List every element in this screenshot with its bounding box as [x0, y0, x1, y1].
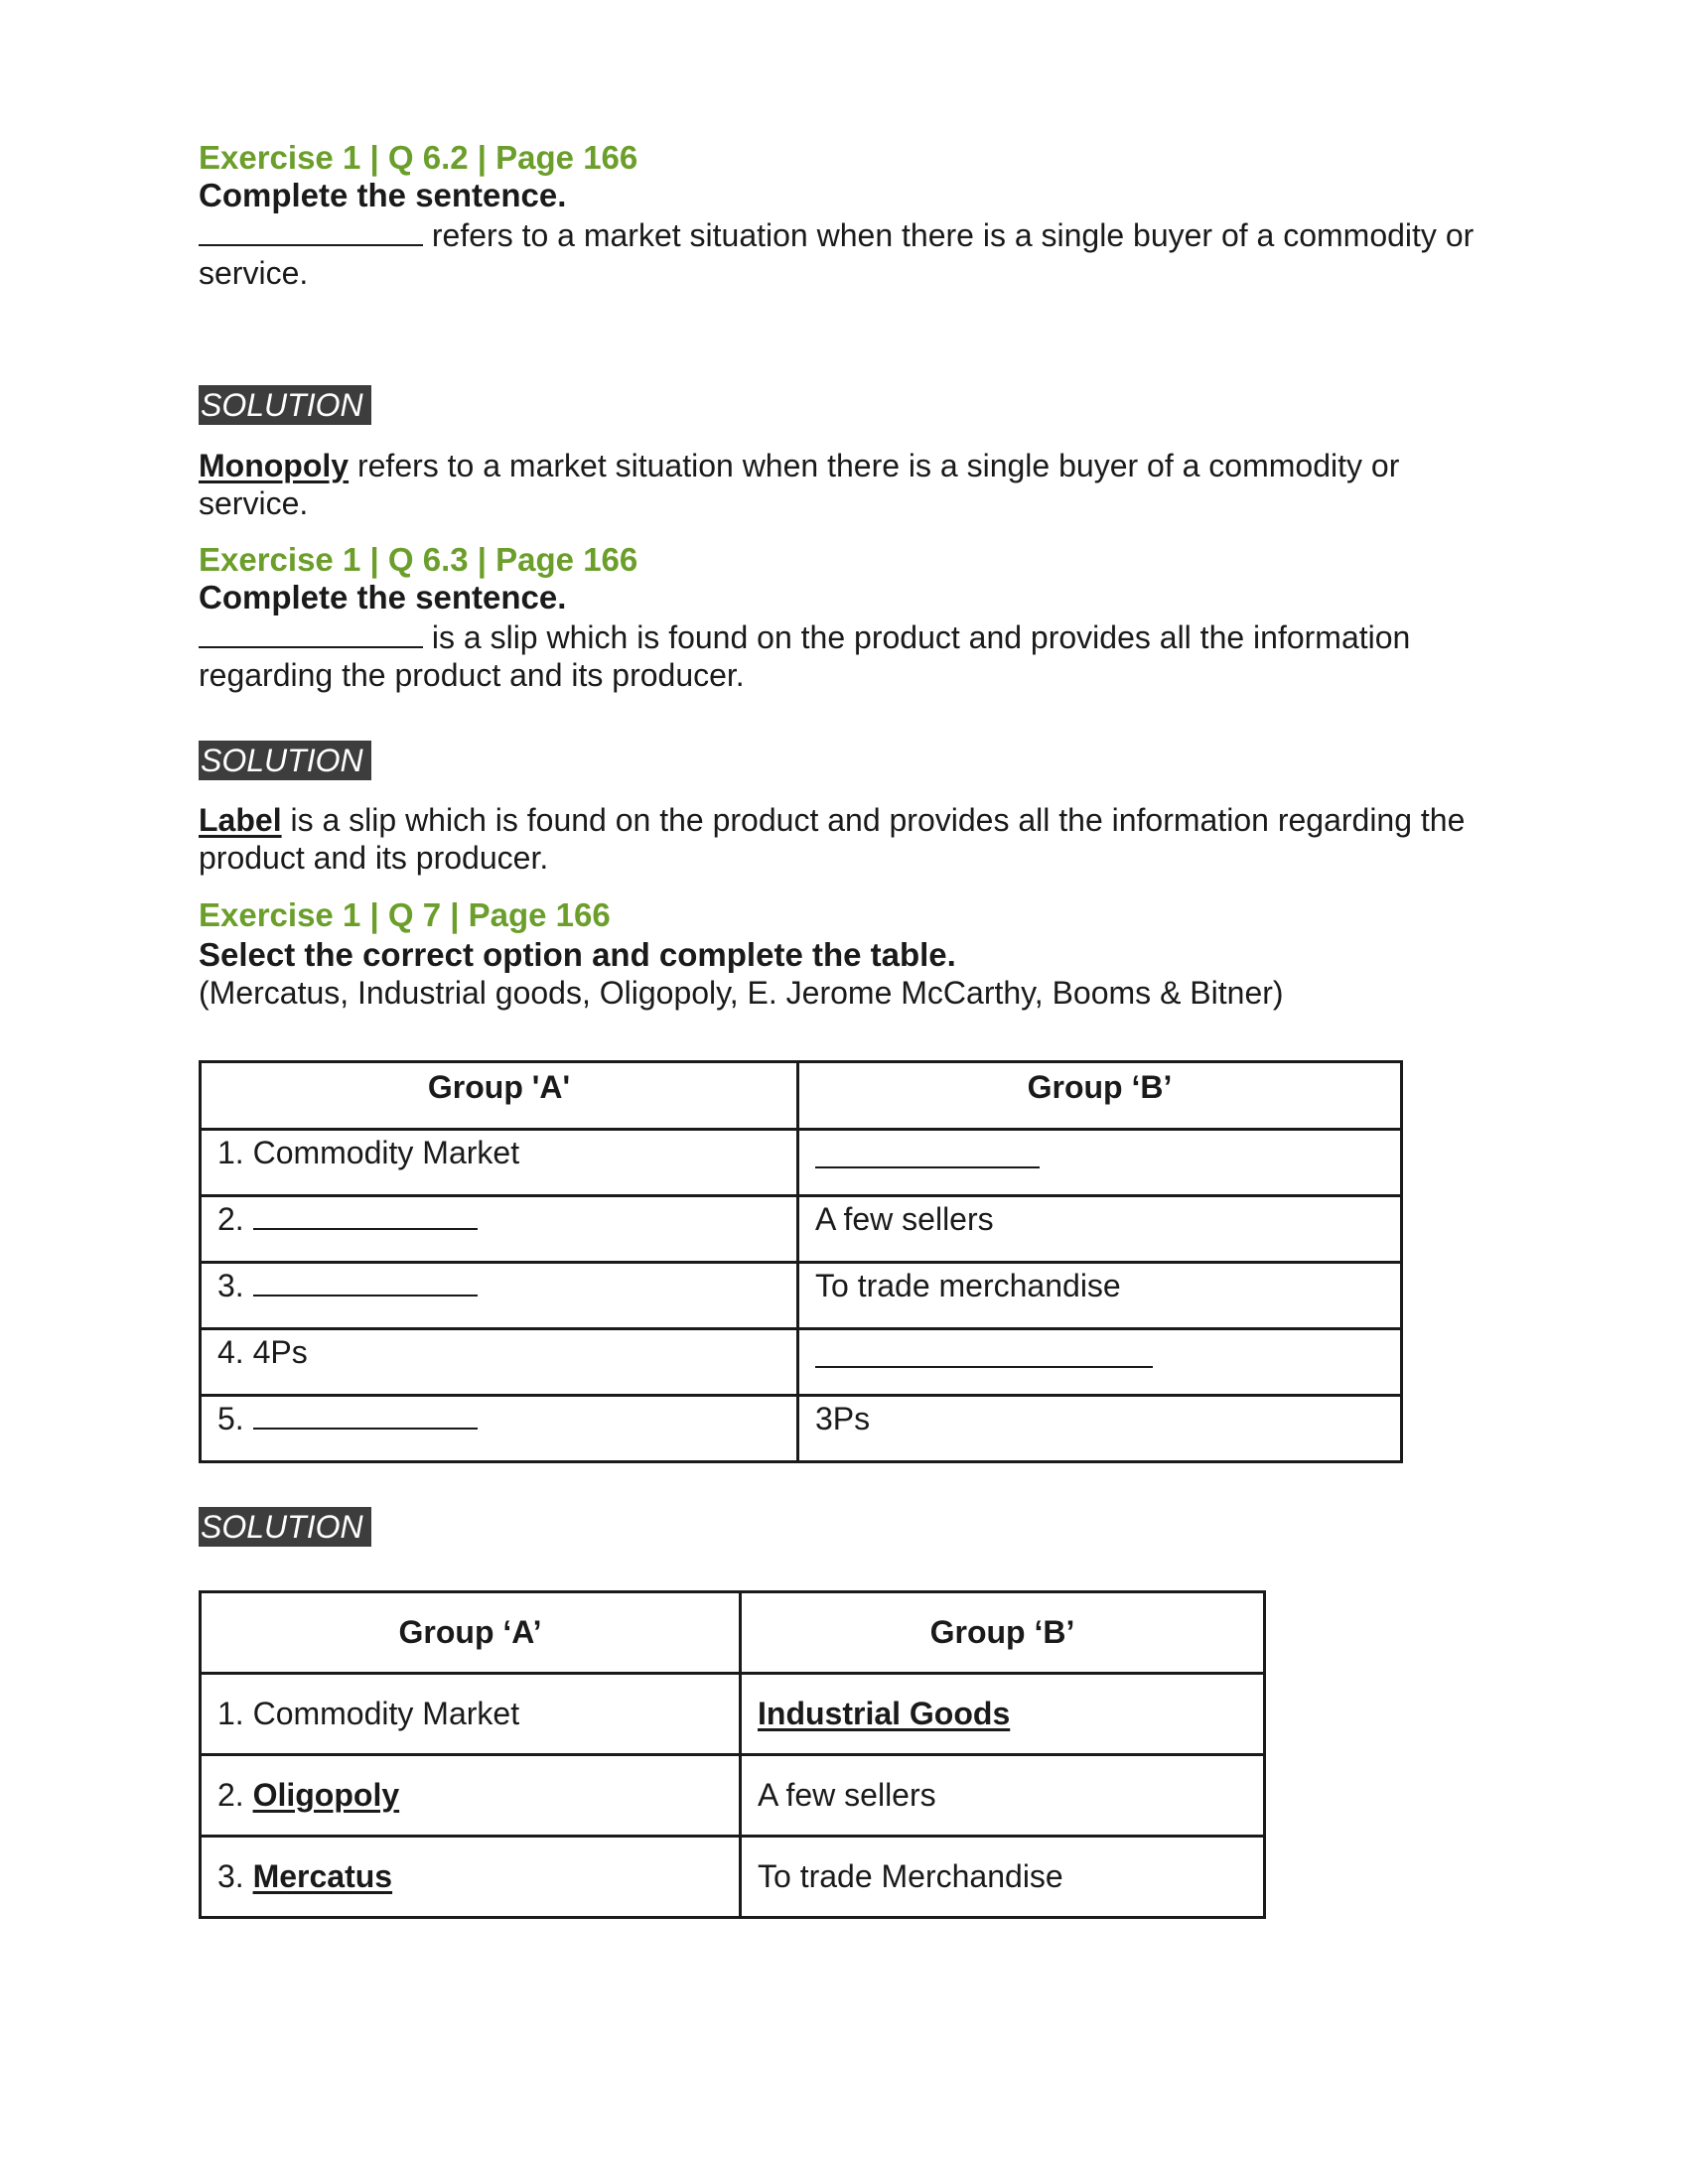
- answer-word: Mercatus: [252, 1858, 393, 1894]
- group-b-cell: A few sellers: [741, 1755, 1265, 1837]
- group-a-cell: [201, 1674, 741, 1755]
- table-row: [201, 1263, 1402, 1329]
- question-text: [199, 216, 1489, 292]
- answer-blank: [815, 1340, 1153, 1368]
- solution-table: [199, 1590, 1266, 1919]
- group-b-cell: To trade merchandise: [798, 1263, 1402, 1329]
- group-b-cell: [798, 1329, 1402, 1396]
- column-header-group-b: Group ‘B’: [798, 1062, 1402, 1130]
- answer-blank: [815, 1141, 1040, 1168]
- row-number: 2.: [217, 1777, 253, 1813]
- solution-badge: SOLUTION: [199, 741, 371, 780]
- table-row: [201, 1755, 1265, 1837]
- answer-word: Monopoly: [199, 448, 350, 483]
- row-label: 1. Commodity Market: [217, 1696, 520, 1731]
- exercise-title: Exercise 1 | Q 6.2 | Page 166: [199, 139, 638, 176]
- table-row: [201, 1130, 1402, 1196]
- instruction: Complete the sentence.: [199, 579, 567, 615]
- row-number: 2.: [217, 1201, 253, 1237]
- table-row: [201, 1329, 1402, 1396]
- answer-blank: [253, 1202, 478, 1230]
- table-header-row: [201, 1592, 1265, 1674]
- group-a-cell: [201, 1263, 798, 1329]
- answer-word: Industrial Goods: [758, 1696, 1011, 1731]
- group-b-cell: [741, 1674, 1265, 1755]
- group-b-cell: 3Ps: [798, 1396, 1402, 1462]
- group-a-cell: [201, 1196, 798, 1263]
- solution-6-3: [199, 801, 1489, 877]
- question-sentence: refers to a market situation when there is a single buyer of a commodity or service.: [199, 217, 1475, 291]
- exercise-title: Exercise 1 | Q 7 | Page 166: [199, 896, 611, 933]
- group-a-cell: [201, 1755, 741, 1837]
- group-b-cell: A few sellers: [798, 1196, 1402, 1263]
- group-a-cell: [201, 1396, 798, 1462]
- exercise-title: Exercise 1 | Q 6.3 | Page 166: [199, 541, 638, 578]
- column-header-group-b: Group ‘B’: [741, 1592, 1265, 1674]
- table-row: [201, 1837, 1265, 1918]
- document-page: [199, 0, 1489, 2184]
- answer-blank: [253, 1402, 478, 1430]
- question-6-2: [199, 139, 1489, 292]
- options-list: (Mercatus, Industrial goods, Oligopoly, E. Jerome McCarthy, Booms & Bitner): [199, 975, 1284, 1011]
- group-b-cell: To trade Merchandise: [741, 1837, 1265, 1918]
- solution-6-2: [199, 447, 1489, 522]
- solution-badge: SOLUTION: [199, 1507, 371, 1547]
- column-header-group-a: Group 'A': [201, 1062, 798, 1130]
- solution-sentence: refers to a market situation when there is a single buyer of a commodity or service.: [199, 448, 1400, 521]
- row-number: 5.: [217, 1401, 253, 1436]
- question-text: [199, 618, 1489, 694]
- group-a-cell: 1. Commodity Market: [201, 1130, 798, 1196]
- table-header-row: [201, 1062, 1402, 1130]
- solution-sentence: is a slip which is found on the product and provides all the information regarding the product and its producer.: [199, 802, 1466, 876]
- group-a-cell: 4. 4Ps: [201, 1329, 798, 1396]
- answer-blank: [253, 1269, 478, 1297]
- question-6-3: [199, 541, 1489, 694]
- row-number: 3.: [217, 1858, 253, 1894]
- table-row: [201, 1396, 1402, 1462]
- instruction: Complete the sentence.: [199, 177, 567, 213]
- table-row: [201, 1196, 1402, 1263]
- instruction: Select the correct option and complete the table.: [199, 936, 956, 973]
- row-number: 3.: [217, 1268, 253, 1303]
- answer-word: Oligopoly: [252, 1777, 400, 1813]
- answer-blank: [199, 218, 423, 246]
- question-7: [199, 896, 1489, 1012]
- column-header-group-a: Group ‘A’: [201, 1592, 741, 1674]
- answer-blank: [199, 620, 423, 648]
- table-row: [201, 1674, 1265, 1755]
- question-sentence: is a slip which is found on the product and provides all the information regarding the product and its producer.: [199, 619, 1411, 693]
- group-b-cell: [798, 1130, 1402, 1196]
- solution-badge: SOLUTION: [199, 385, 371, 425]
- group-a-cell: [201, 1837, 741, 1918]
- answer-word: Label: [199, 802, 282, 838]
- solution-text: [199, 801, 1489, 877]
- question-table: [199, 1060, 1403, 1463]
- solution-text: [199, 447, 1489, 522]
